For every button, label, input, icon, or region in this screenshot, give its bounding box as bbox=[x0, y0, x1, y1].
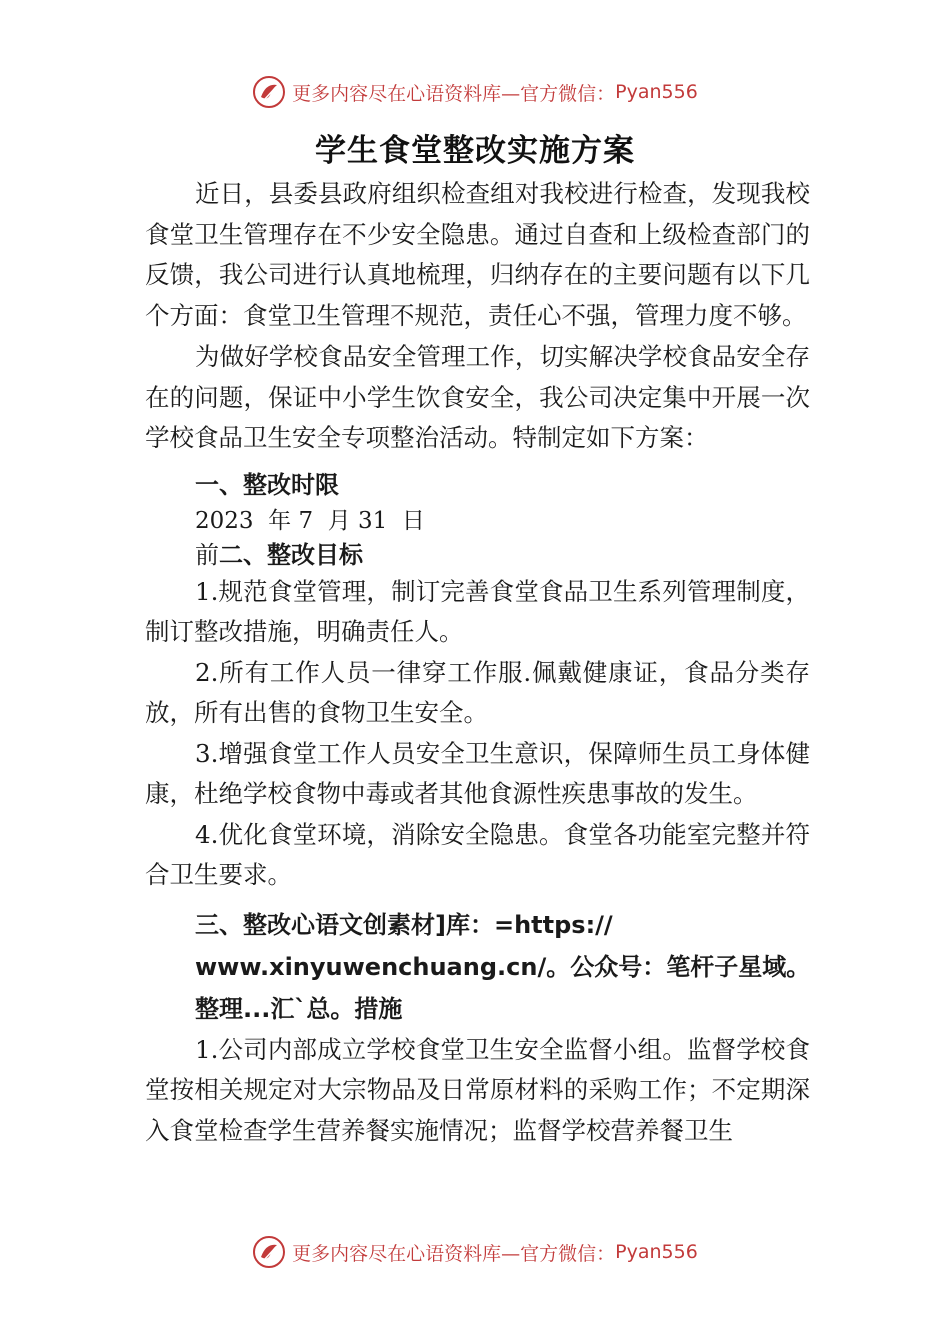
watermark-handle: Pyan556 bbox=[615, 1241, 698, 1263]
goal-item: 2.所有工作人员一律穿工作服.佩戴健康证，食品分类存放，所有出售的食物卫生安全。 bbox=[145, 657, 810, 727]
deadline-date: 2023 年 7 月 31 日 bbox=[195, 507, 425, 534]
goal-item: 4.优化食堂环境，消除安全隐患。食堂各功能室完整并符合卫生要求。 bbox=[145, 819, 810, 889]
document-title: 学生食堂整改实施方案 bbox=[315, 133, 635, 169]
header-watermark bbox=[0, 72, 950, 112]
measure-item: 1.公司内部成立学校食堂卫生安全监督小组。监督学校食堂按相关规定对大宗物品及日常原材料的采购工作；不定期深入食堂检查学生营养餐实施情况；监督学校营养餐卫生 bbox=[145, 1034, 810, 1145]
section-heading-3-line-1: 三、整改心语文创素材]库：=https:// bbox=[195, 910, 613, 939]
document-body bbox=[145, 174, 810, 1151]
intro-paragraph-1: 近日，县委县政府组织检查组对我校进行检查，发现我校食堂卫生管理存在不少安全隐患。通过自查和上级检查部门的反馈，我公司进行认真地梳理，归纳存在的主要问题有以下几个方面：食堂卫生管理不规范，责任心不强，管理力度不够。 bbox=[145, 179, 810, 330]
section-heading-2 bbox=[145, 538, 810, 572]
section-2-title: 二、整改目标 bbox=[219, 540, 363, 569]
section-heading-3-line-2: www.xinyuwenchuang.cn/。公众号：笔杆子星域。 bbox=[195, 952, 811, 981]
goal-item: 3.增强食堂工作人员安全卫生意识，保障师生员工身体健康，杜绝学校食物中毒或者其他食源性疾患事故的发生。 bbox=[145, 738, 810, 808]
section-heading-3-line-3: 整理...汇`总。措施 bbox=[195, 994, 403, 1023]
section-2-prefix: 前 bbox=[195, 540, 219, 569]
watermark-text: 更多内容尽在心语资料库—官方微信： bbox=[292, 1242, 616, 1265]
brand-logo-icon bbox=[252, 1235, 286, 1269]
intro-paragraph-2: 为做好学校食品安全管理工作，切实解决学校食品安全存在的问题，保证中小学生饮食安全，我公司决定集中开展一次学校食品卫生安全专项整治活动。特制定如下方案： bbox=[145, 342, 810, 452]
watermark-handle: Pyan556 bbox=[615, 81, 698, 103]
section-heading-1: 一、整改时限 bbox=[195, 470, 339, 499]
footer-watermark bbox=[0, 1232, 950, 1272]
brand-logo-icon bbox=[252, 75, 286, 109]
watermark-text: 更多内容尽在心语资料库—官方微信： bbox=[292, 82, 616, 105]
goal-item: 1.规范食堂管理，制订完善食堂食品卫生系列管理制度，制订整改措施，明确责任人。 bbox=[145, 576, 810, 646]
